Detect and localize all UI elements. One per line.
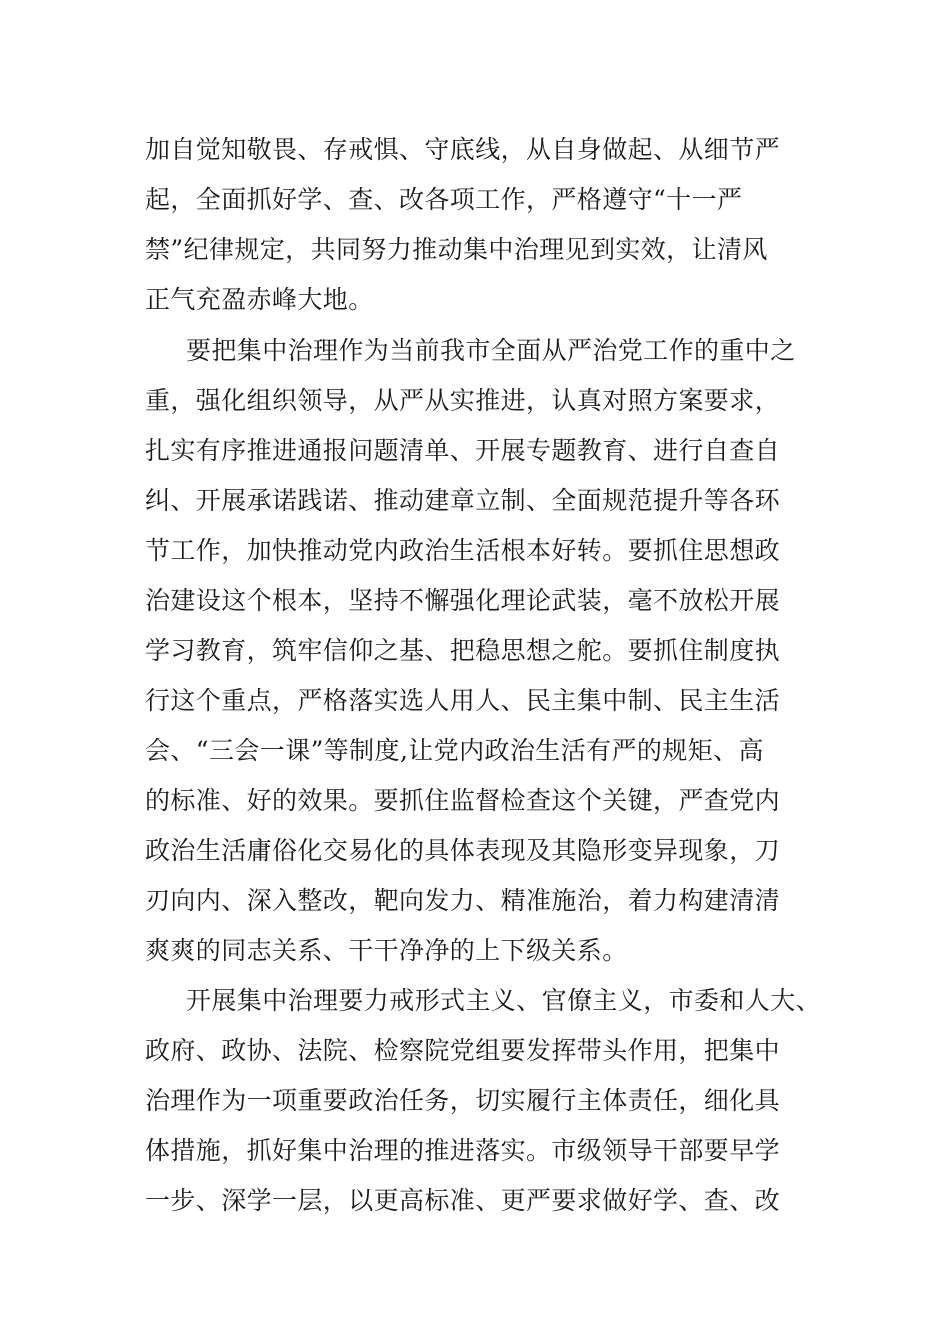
text-line: 禁”纪律规定，共同努力推动集中治理见到实效，让清风 [145, 235, 768, 264]
text-line: 节工作，加快推动党内政治生活根本好转。要抓住思想政 [145, 536, 781, 565]
text-line: 体措施，抓好集中治理的推进落实。市级领导干部要早学 [145, 1136, 781, 1165]
text-line: 刃向内、深入整改，靶向发力、精准施治，着力构建清清 [145, 886, 781, 915]
text-line: 正气充盈赤峰大地。 [145, 285, 374, 314]
paragraph-first-line: 开展集中治理要力戒形式主义、官僚主义，市委和人大、 [186, 986, 822, 1015]
text-line: 会、“三会一课”等制度,让党内政治生活有严的规矩、高 [145, 736, 764, 765]
text-line: 的标准、好的效果。要抓住监督检查这个关键，严查党内 [145, 786, 781, 815]
text-line: 学习教育，筑牢信仰之基、把稳思想之舵。要抓住制度执 [145, 636, 781, 665]
text-line: 行这个重点，严格落实选人用人、民主集中制、民主生活 [145, 686, 781, 715]
text-line: 爽爽的同志关系、干干净净的上下级关系。 [145, 936, 628, 965]
text-line: 重，强化组织领导，从严从实推进，认真对照方案要求， [145, 386, 781, 415]
text-line: 治理作为一项重要政治任务，切实履行主体责任，细化具 [145, 1086, 781, 1115]
text-line: 政府、政协、法院、检察院党组要发挥带头作用，把集中 [145, 1036, 781, 1065]
paragraph-first-line: 要把集中治理作为当前我市全面从严治党工作的重中之 [186, 336, 796, 365]
text-line: 加自觉知敬畏、存戒惧、守底线，从自身做起、从细节严 [145, 135, 781, 164]
text-line: 一步、深学一层，以更高标准、更严要求做好学、查、改 [145, 1186, 781, 1215]
text-line: 起，全面抓好学、查、改各项工作，严格遵守“十一严 [145, 185, 743, 214]
text-line: 纠、开展承诺践诺、推动建章立制、全面规范提升等各环 [145, 486, 781, 515]
text-line: 政治生活庸俗化交易化的具体表现及其隐形变异现象，刀 [145, 836, 781, 865]
text-line: 治建设这个根本，坚持不懈强化理论武装，毫不放松开展 [145, 586, 781, 615]
text-line: 扎实有序推进通报问题清单、开展专题教育、进行自查自 [145, 436, 781, 465]
